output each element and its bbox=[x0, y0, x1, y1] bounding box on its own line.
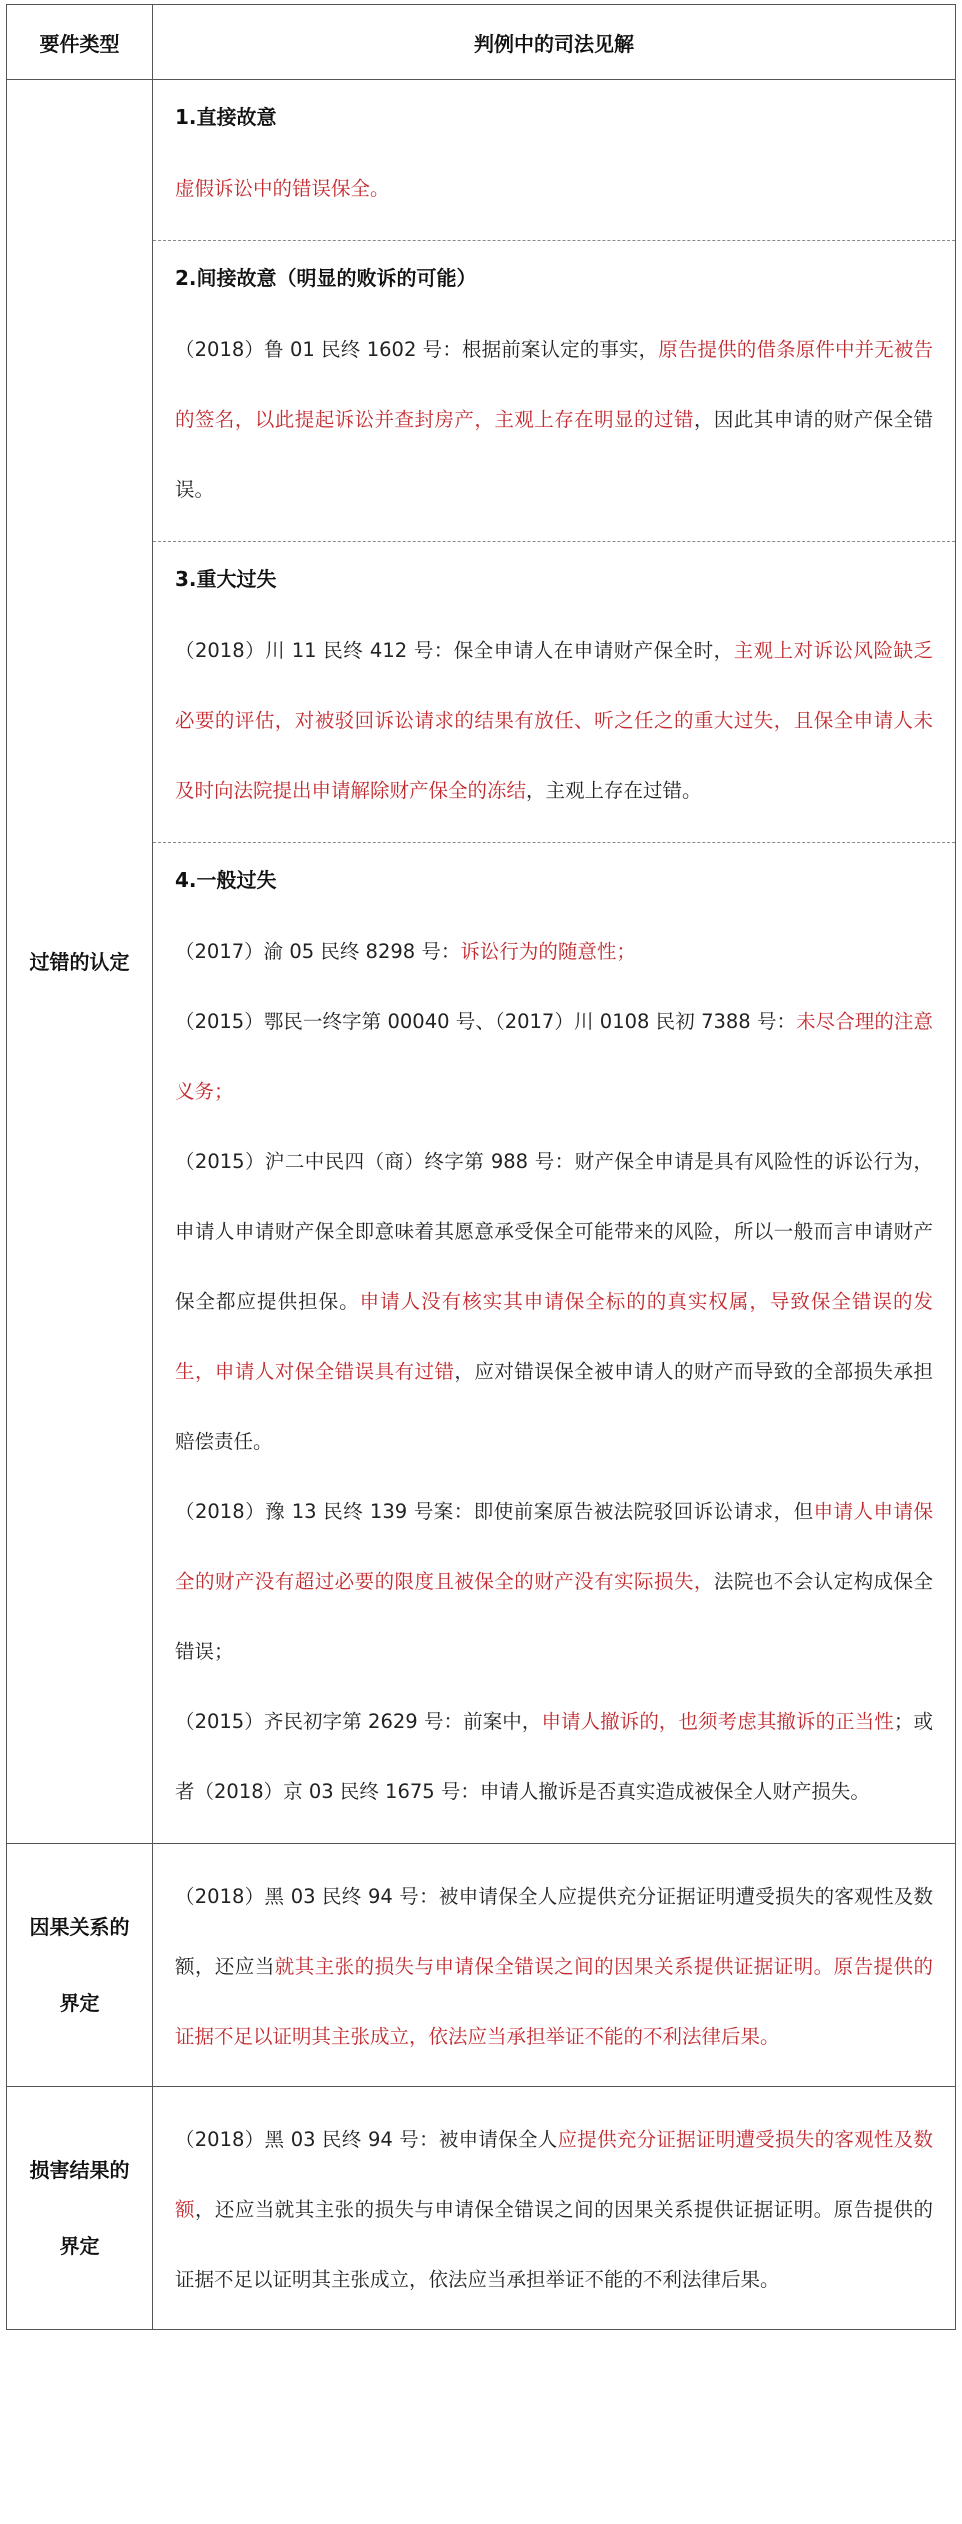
highlighted-text: 申请人撤诉的，也须考虑其撤诉的正当性 bbox=[541, 1710, 894, 1733]
causation-paras bbox=[153, 1844, 955, 2086]
highlighted-text: 申请人申请保全的财产没有超过必要的限度且被保全的财产没有实际损失， bbox=[175, 1500, 933, 1593]
subsection-title: 1.直接故意 bbox=[175, 105, 277, 129]
header-element-type: 要件类型 bbox=[7, 5, 153, 80]
plain-text: （2018）川 11 民终 412 号：保全申请人在申请财产保全时， bbox=[175, 639, 734, 662]
judicial-opinions-table bbox=[6, 4, 956, 2330]
highlighted-text: 诉讼行为的随意性； bbox=[460, 940, 636, 963]
causation-content bbox=[153, 1844, 956, 2087]
opinion-paragraph bbox=[175, 987, 933, 1127]
highlighted-text: 就其主张的损失与申请保全错误之间的因果关系提供证据证明。原告提供的证据不足以证明其主张成立，依法应当承担举证不能的不利法律后果。 bbox=[175, 1955, 933, 2048]
plain-text: ；或者（2018）京 03 民终 1675 号：申请人撤诉是否真实造成被保全人财产损失。 bbox=[175, 1710, 933, 1803]
row-causation bbox=[7, 1844, 956, 2087]
highlighted-text: 原告提供的借条原件中并无被告的签名，以此提起诉讼并查封房产，主观上存在明显的过错 bbox=[175, 338, 933, 431]
subsection-title: 3.重大过失 bbox=[175, 567, 277, 591]
causation-label-line1: 因果关系的 bbox=[29, 1915, 130, 1939]
highlighted-text: 申请人没有核实其申请保全标的的真实权属，导致保全错误的发生，申请人对保全错误具有过错 bbox=[175, 1290, 933, 1383]
plain-text: （2015）沪二中民四（商）终字第 988 号：财产保全申请是具有风险性的诉讼行为，申请人申请财产保全即意味着其愿意承受保全可能带来的风险，所以一般而言申请财产保全都应提供担保。 bbox=[175, 1150, 933, 1313]
causation-label-line2: 界定 bbox=[59, 1991, 100, 2015]
opinion-paragraph bbox=[175, 1127, 933, 1477]
opinion-paragraph bbox=[175, 917, 933, 987]
fault-subsection bbox=[153, 542, 955, 843]
highlighted-text: 未尽合理的注意义务； bbox=[175, 1010, 933, 1103]
damage-label-line1: 损害结果的 bbox=[29, 2158, 130, 2182]
highlighted-text: 虚假诉讼中的错误保全。 bbox=[175, 177, 390, 200]
subsection-title: 4.一般过失 bbox=[175, 868, 277, 892]
highlighted-text: 主观上对诉讼风险缺乏必要的评估，对被驳回诉讼请求的结果有放任、听之任之的重大过失，且保全申请人未及时向法院提出申请解除财产保全的冻结 bbox=[175, 639, 933, 802]
opinion-paragraph bbox=[175, 154, 933, 224]
opinion-paragraph bbox=[175, 1687, 933, 1827]
plain-text: （2017）渝 05 民终 8298 号： bbox=[175, 940, 461, 963]
plain-text: 法院也不会认定构成保全错误； bbox=[175, 1570, 933, 1663]
opinion-paragraph bbox=[175, 315, 933, 525]
plain-text: （2018）黑 03 民终 94 号：被申请保全人 bbox=[175, 2128, 558, 2151]
plain-text: （2018）豫 13 民终 139 号案：即使前案原告被法院驳回诉讼请求，但 bbox=[175, 1500, 814, 1523]
row-fault bbox=[7, 80, 956, 1844]
fault-content bbox=[153, 80, 956, 1844]
opinion-paragraph bbox=[175, 616, 933, 826]
header-judicial-opinion: 判例中的司法见解 bbox=[153, 5, 956, 80]
plain-text: （2018）鲁 01 民终 1602 号：根据前案认定的事实， bbox=[175, 338, 659, 361]
opinion-paragraph bbox=[175, 1862, 933, 2072]
plain-text: ，还应当就其主张的损失与申请保全错误之间的因果关系提供证据证明。原告提供的证据不足以证明其主张成立，依法应当承担举证不能的不利法律后果。 bbox=[175, 2198, 933, 2291]
highlighted-text: 应提供充分证据证明遭受损失的客观性及数额 bbox=[175, 2128, 933, 2221]
plain-text: （2018）黑 03 民终 94 号：被申请保全人应提供充分证据证明遭受损失的客观性及数额，还应当 bbox=[175, 1885, 933, 1978]
plain-text: ，因此其申请的财产保全错误。 bbox=[175, 408, 933, 501]
plain-text: （2015）鄂民一终字第 00040 号、（2017）川 0108 民初 7388 号： bbox=[175, 1010, 797, 1033]
table-header-row bbox=[7, 5, 956, 80]
plain-text: ，应对错误保全被申请人的财产而导致的全部损失承担赔偿责任。 bbox=[175, 1360, 933, 1453]
opinion-paragraph bbox=[175, 2105, 933, 2315]
category-damage-label bbox=[7, 2087, 153, 2330]
row-damage bbox=[7, 2087, 956, 2330]
subsection-title: 2.间接故意（明显的败诉的可能） bbox=[175, 266, 477, 290]
opinion-paragraph bbox=[175, 1477, 933, 1687]
fault-subsection bbox=[153, 843, 955, 1843]
category-fault-label: 过错的认定 bbox=[7, 80, 153, 1844]
plain-text: （2015）齐民初字第 2629 号：前案中， bbox=[175, 1710, 542, 1733]
damage-label-line2: 界定 bbox=[59, 2234, 100, 2258]
plain-text: ，主观上存在过错。 bbox=[526, 779, 702, 802]
damage-content bbox=[153, 2087, 956, 2330]
fault-blocks bbox=[153, 80, 955, 1843]
damage-paras bbox=[153, 2087, 955, 2329]
fault-subsection bbox=[153, 241, 955, 542]
category-causation-label bbox=[7, 1844, 153, 2087]
fault-subsection bbox=[153, 80, 955, 241]
